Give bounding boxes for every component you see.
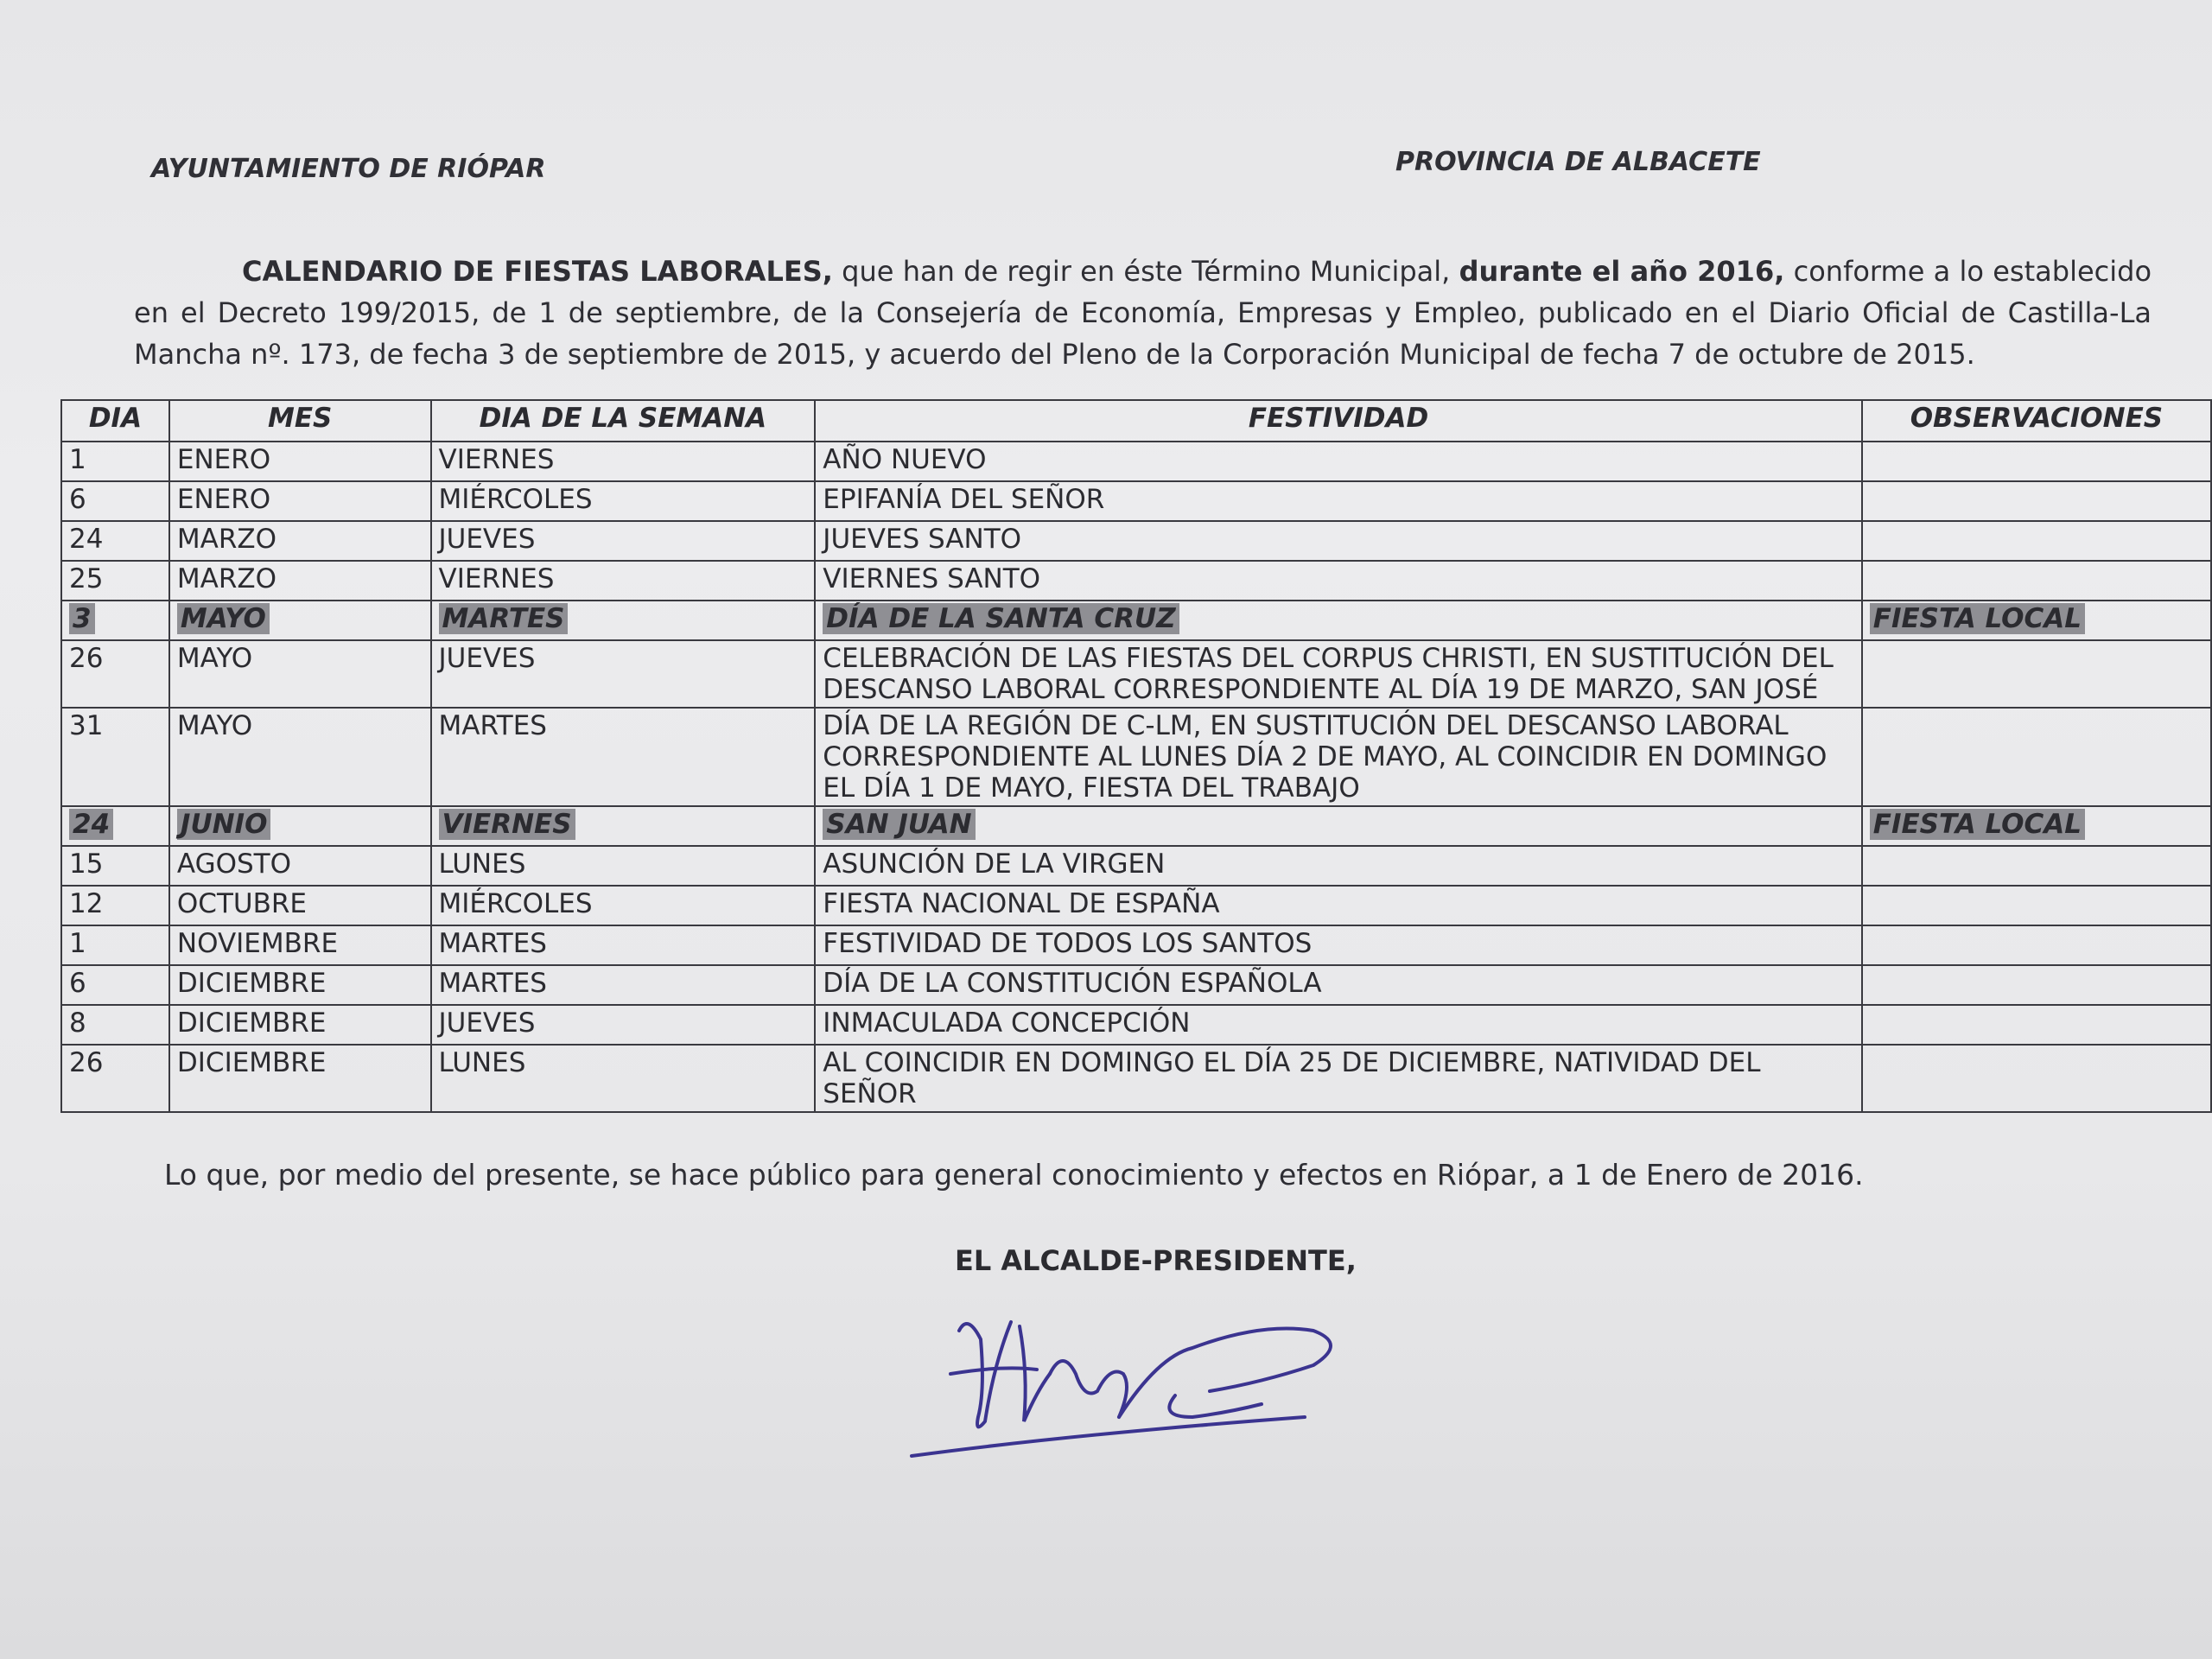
cell-mes-text: MARZO — [176, 563, 277, 594]
cell-observaciones — [1862, 708, 2211, 806]
cell-semana — [431, 521, 816, 561]
cell-festividad-text: JUEVES SANTO — [823, 524, 1022, 555]
table-row — [61, 481, 2211, 521]
cell-mes — [169, 965, 431, 1005]
cell-semana-text: MIÉRCOLES — [438, 484, 593, 515]
cell-festividad-text: AÑO NUEVO — [823, 444, 987, 475]
cell-mes-text: OCTUBRE — [176, 888, 307, 919]
cell-observaciones — [1862, 846, 2211, 886]
cell-festividad-text: AL COINCIDIR EN DOMINGO EL DÍA 25 DE DICIEMBRE, NATIVIDAD DEL SEÑOR — [823, 1047, 1761, 1109]
cell-semana-text: JUEVES — [438, 643, 536, 674]
cell-semana-text: VIERNES — [439, 809, 575, 840]
table-row — [61, 1045, 2211, 1112]
cell-dia-text: 15 — [69, 849, 104, 880]
cell-observaciones — [1862, 640, 2211, 708]
cell-festividad-text: FESTIVIDAD DE TODOS LOS SANTOS — [823, 928, 1313, 959]
cell-semana — [431, 561, 816, 601]
table-header-row — [61, 400, 2211, 442]
cell-dia — [61, 521, 169, 561]
cell-observaciones — [1862, 1005, 2211, 1045]
table-row — [61, 708, 2211, 806]
table-row — [61, 846, 2211, 886]
cell-semana-text: MARTES — [438, 710, 547, 741]
cell-festividad — [815, 481, 1862, 521]
cell-observaciones-text: FIESTA LOCAL — [1870, 809, 2085, 840]
cell-festividad-text: VIERNES SANTO — [823, 563, 1041, 594]
cell-semana-text: JUEVES — [438, 1007, 536, 1039]
table-row — [61, 442, 2211, 481]
intro-text-2: conforme a lo establecido en el Decreto 199/2015, de 1 de septiembre, de la Consejería de Economía, Empresas y Empleo, publicado en el Diario Oficial de Castilla-La Mancha nº. 173, de fecha 3 de septiembre de 2015, y acuerdo del Pleno de la Corporación Municipal de fecha 7 de octubre de 2015. — [134, 255, 2152, 371]
cell-festividad — [815, 806, 1862, 846]
cell-mes — [169, 640, 431, 708]
cell-mes — [169, 806, 431, 846]
cell-semana — [431, 965, 816, 1005]
province-header: PROVINCIA DE ALBACETE — [1395, 147, 1761, 177]
cell-observaciones — [1862, 481, 2211, 521]
cell-dia-text: 26 — [69, 1047, 104, 1078]
cell-festividad-text: CELEBRACIÓN DE LAS FIESTAS DEL CORPUS CHRISTI, EN SUSTITUCIÓN DEL DESCANSO LABORAL CORRESPONDIENTE AL DÍA 19 DE MARZO, SAN JOSÉ — [823, 643, 1834, 705]
holiday-calendar-table — [60, 399, 2212, 1113]
signer-title: EL ALCALDE-PRESIDENTE, — [955, 1244, 1357, 1277]
cell-festividad-text: SAN JUAN — [823, 809, 975, 840]
table-body — [61, 442, 2211, 1112]
cell-observaciones — [1862, 1045, 2211, 1112]
intro-paragraph — [134, 251, 2152, 375]
cell-mes — [169, 925, 431, 965]
cell-festividad-text: INMACULADA CONCEPCIÓN — [823, 1007, 1191, 1039]
cell-festividad — [815, 442, 1862, 481]
cell-dia-text: 1 — [69, 444, 86, 475]
cell-dia — [61, 846, 169, 886]
cell-mes — [169, 442, 431, 481]
cell-mes — [169, 1005, 431, 1045]
cell-semana-text: VIERNES — [438, 444, 555, 475]
cell-mes — [169, 1045, 431, 1112]
table-row — [61, 1005, 2211, 1045]
cell-mes-text: ENERO — [176, 444, 271, 475]
cell-festividad-text: DÍA DE LA SANTA CRUZ — [823, 603, 1179, 634]
cell-observaciones — [1862, 601, 2211, 640]
table-row — [61, 965, 2211, 1005]
table-row — [61, 521, 2211, 561]
cell-festividad — [815, 965, 1862, 1005]
cell-mes — [169, 886, 431, 925]
cell-dia — [61, 640, 169, 708]
cell-semana-text: VIERNES — [438, 563, 555, 594]
header-mes: MES — [169, 400, 431, 442]
cell-mes-text: MARZO — [176, 524, 277, 555]
cell-semana-text: LUNES — [438, 1047, 526, 1078]
cell-dia — [61, 806, 169, 846]
cell-mes-text: JUNIO — [177, 809, 271, 840]
header-observaciones: OBSERVACIONES — [1862, 400, 2211, 442]
cell-dia — [61, 1045, 169, 1112]
cell-festividad — [815, 521, 1862, 561]
cell-dia-text: 6 — [69, 484, 86, 515]
cell-mes — [169, 708, 431, 806]
cell-observaciones — [1862, 521, 2211, 561]
header-dia: DIA — [61, 400, 169, 442]
cell-semana — [431, 442, 816, 481]
cell-semana-text: MIÉRCOLES — [438, 888, 593, 919]
cell-semana — [431, 601, 816, 640]
header-semana: DIA DE LA SEMANA — [431, 400, 816, 442]
table-row — [61, 925, 2211, 965]
cell-mes-text: MAYO — [176, 710, 253, 741]
cell-dia — [61, 442, 169, 481]
cell-dia-text: 31 — [69, 710, 104, 741]
cell-mes-text: NOVIEMBRE — [176, 928, 339, 959]
cell-observaciones — [1862, 442, 2211, 481]
cell-dia — [61, 561, 169, 601]
intro-bold-year: durante el año 2016, — [1459, 255, 1785, 288]
cell-festividad — [815, 886, 1862, 925]
cell-dia-text: 25 — [69, 563, 104, 594]
cell-mes-text: DICIEMBRE — [176, 968, 327, 999]
cell-mes-text: MAYO — [177, 603, 270, 634]
cell-festividad-text: DÍA DE LA CONSTITUCIÓN ESPAÑOLA — [823, 968, 1322, 999]
cell-dia — [61, 601, 169, 640]
cell-semana — [431, 846, 816, 886]
cell-dia-text: 6 — [69, 968, 86, 999]
cell-dia-text: 12 — [69, 888, 104, 919]
header-festividad: FESTIVIDAD — [815, 400, 1862, 442]
cell-dia-text: 1 — [69, 928, 86, 959]
cell-mes — [169, 561, 431, 601]
cell-semana — [431, 1045, 816, 1112]
cell-observaciones — [1862, 965, 2211, 1005]
table-row — [61, 806, 2211, 846]
cell-semana-text: JUEVES — [438, 524, 536, 555]
cell-dia-text: 24 — [69, 524, 104, 555]
cell-dia — [61, 481, 169, 521]
cell-observaciones-text: FIESTA LOCAL — [1870, 603, 2085, 634]
table-row — [61, 886, 2211, 925]
cell-semana — [431, 1005, 816, 1045]
cell-festividad — [815, 925, 1862, 965]
cell-semana-text: MARTES — [438, 928, 547, 959]
cell-semana-text: LUNES — [438, 849, 526, 880]
cell-mes-text: DICIEMBRE — [176, 1007, 327, 1039]
cell-semana — [431, 640, 816, 708]
intro-bold-title: CALENDARIO DE FIESTAS LABORALES, — [242, 255, 833, 288]
cell-festividad — [815, 640, 1862, 708]
cell-dia — [61, 1005, 169, 1045]
cell-festividad-text: FIESTA NACIONAL DE ESPAÑA — [823, 888, 1220, 919]
handwritten-signature — [899, 1244, 1486, 1478]
cell-observaciones — [1862, 925, 2211, 965]
municipality-header: AYUNTAMIENTO DE RIÓPAR — [151, 154, 546, 184]
table-row — [61, 601, 2211, 640]
cell-festividad — [815, 1045, 1862, 1112]
cell-semana — [431, 481, 816, 521]
cell-dia — [61, 886, 169, 925]
cell-festividad — [815, 846, 1862, 886]
cell-mes-text: AGOSTO — [176, 849, 292, 880]
table-row — [61, 640, 2211, 708]
closing-statement: Lo que, por medio del presente, se hace público para general conocimiento y efectos en Riópar, a 1 de Enero de 2016. — [164, 1158, 1864, 1192]
cell-semana-text: MARTES — [439, 603, 569, 634]
cell-mes-text: ENERO — [176, 484, 271, 515]
cell-dia-text: 24 — [69, 809, 113, 840]
cell-dia-text: 26 — [69, 643, 104, 674]
cell-mes — [169, 521, 431, 561]
cell-festividad — [815, 708, 1862, 806]
cell-mes-text: DICIEMBRE — [176, 1047, 327, 1078]
cell-dia — [61, 925, 169, 965]
cell-mes — [169, 601, 431, 640]
cell-dia-text: 8 — [69, 1007, 86, 1039]
cell-festividad — [815, 1005, 1862, 1045]
cell-semana — [431, 708, 816, 806]
cell-festividad-text: DÍA DE LA REGIÓN DE C-LM, EN SUSTITUCIÓN DEL DESCANSO LABORAL CORRESPONDIENTE AL LUNES DÍA 2 DE MAYO, AL COINCIDIR EN DOMINGO EL DÍA 1 DE MAYO, FIESTA DEL TRABAJO — [823, 710, 1827, 804]
cell-mes — [169, 481, 431, 521]
cell-dia-text: 3 — [69, 603, 95, 634]
cell-semana — [431, 925, 816, 965]
cell-dia — [61, 708, 169, 806]
table-row — [61, 561, 2211, 601]
cell-dia — [61, 965, 169, 1005]
cell-observaciones — [1862, 561, 2211, 601]
cell-mes — [169, 846, 431, 886]
cell-semana — [431, 806, 816, 846]
cell-mes-text: MAYO — [176, 643, 253, 674]
cell-observaciones — [1862, 806, 2211, 846]
cell-observaciones — [1862, 886, 2211, 925]
cell-festividad — [815, 561, 1862, 601]
cell-festividad — [815, 601, 1862, 640]
cell-semana — [431, 886, 816, 925]
intro-text-1: que han de regir en éste Término Municipal, — [832, 255, 1459, 288]
cell-semana-text: MARTES — [438, 968, 547, 999]
cell-festividad-text: ASUNCIÓN DE LA VIRGEN — [823, 849, 1166, 880]
cell-festividad-text: EPIFANÍA DEL SEÑOR — [823, 484, 1105, 515]
